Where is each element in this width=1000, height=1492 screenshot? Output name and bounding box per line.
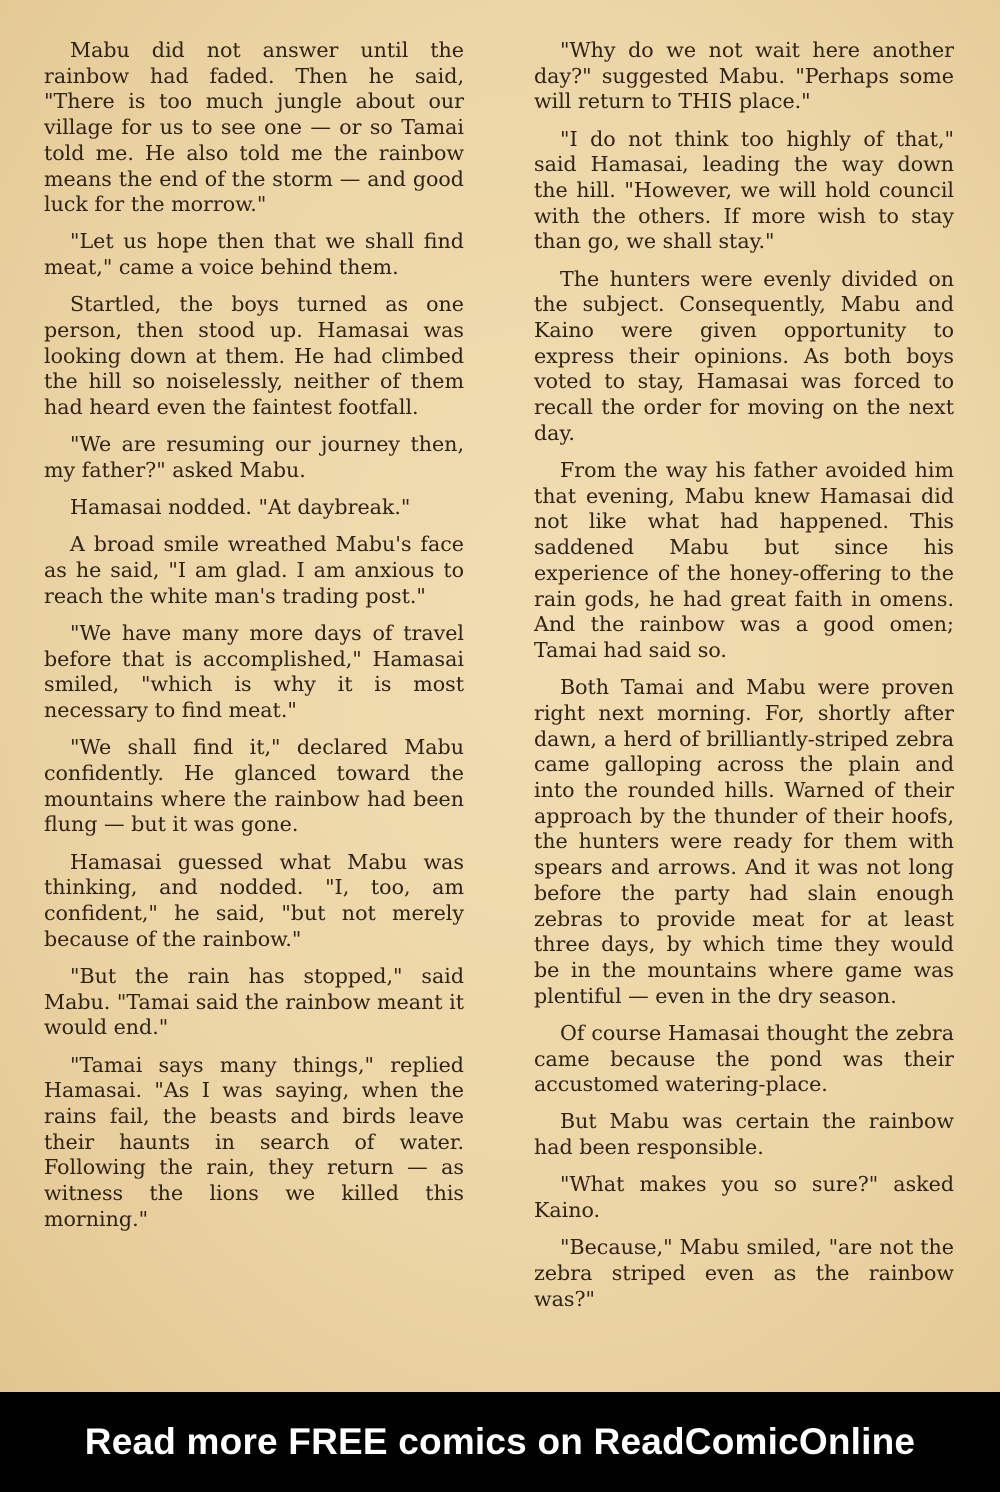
paragraph: A broad smile wreathed Mabu's face as he said, "I am glad. I am anxious to reach the white man's trading post." <box>44 532 464 608</box>
paragraph: "Because," Mabu smiled, "are not the zebra striped even as the rainbow was?" <box>534 1235 954 1311</box>
paragraph: But Mabu was certain the rainbow had been responsible. <box>534 1109 954 1160</box>
paragraph: "What makes you so sure?" asked Kaino. <box>534 1172 954 1223</box>
paragraph: Of course Hamasai thought the zebra came because the pond was their accustomed watering-place. <box>534 1020 954 1097</box>
promo-banner-link[interactable]: Read more FREE comics on ReadComicOnline <box>84 1421 916 1462</box>
paragraph: Mabu did not answer until the rainbow had faded. Then he said, "There is too much jungle about our village for us to see one — or so Tamai told me. He also told me the rainbow means the end of the storm — and good luck for the morrow." <box>44 38 464 217</box>
paragraph: "Why do we not wait here another day?" suggested Mabu. "Perhaps some will return to THIS place." <box>534 38 954 114</box>
paragraph: "But the rain has stopped," said Mabu. "Tamai said the rainbow meant it would end." <box>44 964 464 1040</box>
paragraph: "Tamai says many things," replied Hamasai. "As I was saying, when the rains fail, the beasts and birds leave their haunts in search of water. Following the rain, they return — as witness the lions we killed this morning." <box>44 1052 464 1231</box>
paragraph: Hamasai nodded. "At daybreak." <box>70 495 411 520</box>
paragraph: Startled, the boys turned as one person, then stood up. Hamasai was looking down at them. He had climbed the hill so noiselessly, neither of them had heard even the faintest footfall. <box>44 292 464 420</box>
story-column-left <box>44 38 464 1244</box>
paragraph: The hunters were evenly divided on the subject. Consequently, Mabu and Kaino were given opportunity to express their opinions. As both boys voted to stay, Hamasai was forced to recall the order for moving on the next day. <box>534 266 954 445</box>
promo-footer-banner <box>0 1392 1000 1492</box>
paragraph: "We are resuming our journey then, my father?" asked Mabu. <box>44 432 464 483</box>
paragraph: From the way his father avoided him that evening, Mabu knew Hamasai did not like what had happened. This saddened Mabu but since his experience of the honey-offering to the rain gods, he had great faith in omens. And the rainbow was a good omen; Tamai had said so. <box>534 458 954 662</box>
paragraph: Hamasai guessed what Mabu was thinking, and nodded. "I, too, am confident," he said, "but not merely because of the rainbow." <box>44 849 464 951</box>
paragraph: "I do not think too highly of that," said Hamasai, leading the way down the hill. "However, we will hold council with the others. If more wish to stay than go, we shall stay." <box>534 126 954 254</box>
paragraph: "Let us hope then that we shall find meat," came a voice behind them. <box>44 229 464 280</box>
paragraph: "We shall find it," declared Mabu confidently. He glanced toward the mountains where the rainbow had been flung — but it was gone. <box>44 735 464 837</box>
story-column-right <box>534 38 954 1324</box>
paragraph: Both Tamai and Mabu were proven right next morning. For, shortly after dawn, a herd of brilliantly-striped zebra came galloping across the plain and into the rounded hills. Warned of their approach by the thunder of their hoofs, the hunters were ready for them with spears and arrows. And it was not long before the party had slain enough zebras to provide meat for at least three days, by which time they would be in the mountains where game was plentiful — even in the dry season. <box>534 675 954 1008</box>
paragraph: "We have many more days of travel before that is accomplished," Hamasai smiled, "which is why it is most necessary to find meat." <box>44 621 464 723</box>
